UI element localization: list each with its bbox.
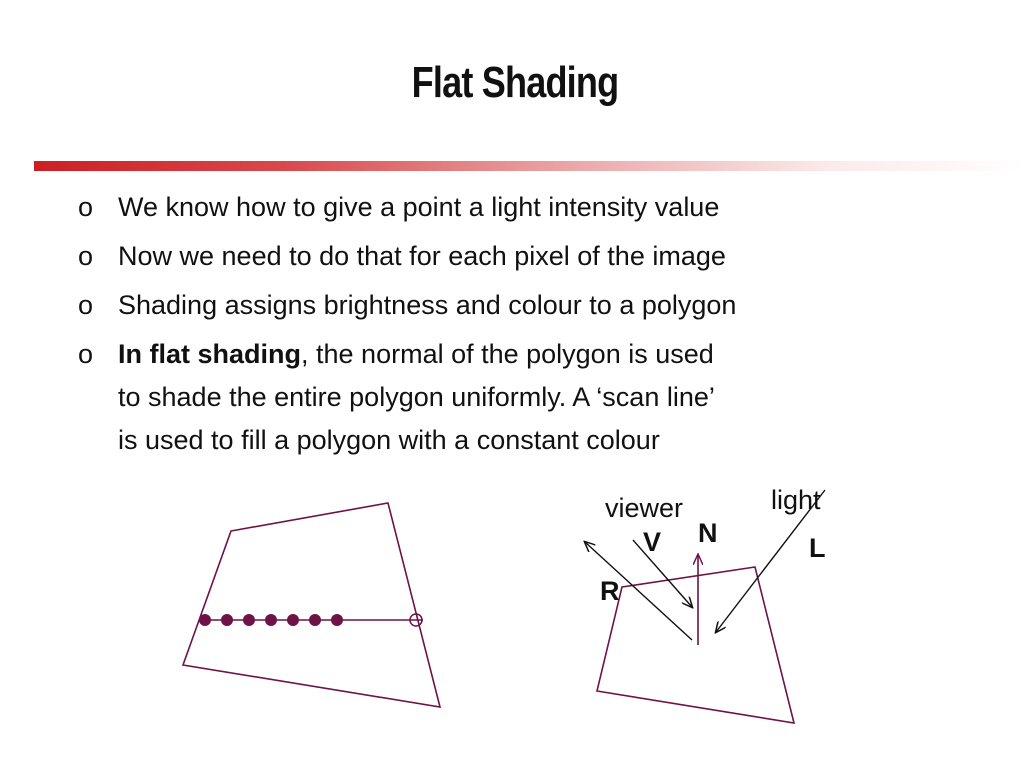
bullet-marker: o: [78, 339, 94, 369]
slide-title: Flat Shading: [411, 58, 619, 107]
filled-pixel: [309, 614, 321, 626]
viewer-label: viewer: [605, 493, 684, 523]
view-vector: [633, 540, 692, 607]
filled-pixel: [199, 614, 211, 626]
bullet-text: Shading assigns brightness and colour to a polygon: [118, 290, 737, 320]
r-label: R: [600, 576, 620, 606]
v-label: V: [643, 527, 662, 557]
filled-pixel: [221, 614, 233, 626]
shaded-polygon: [597, 567, 794, 723]
bullet-text-rest: , the normal of the polygon is used: [301, 339, 714, 369]
filled-pixel: [265, 614, 277, 626]
filled-pixel: [243, 614, 255, 626]
l-label: L: [809, 533, 826, 563]
bullet-text: We know how to give a point a light intensity value: [118, 192, 720, 222]
filled-pixel: [331, 614, 343, 626]
bullet-text: Now we need to do that for each pixel of the image: [118, 241, 726, 271]
bullet-marker: o: [78, 241, 94, 271]
bullet-marker: o: [78, 192, 94, 222]
bullet-bold-phrase: In flat shading: [118, 339, 302, 369]
filled-pixel: [287, 614, 299, 626]
bullet-line-2: to shade the entire polygon uniformly. A ‘scan line’: [118, 382, 715, 412]
bullet-marker: o: [78, 290, 94, 320]
light-label: light: [771, 485, 821, 515]
bullet-line-3: is used to fill a polygon with a constant colour: [118, 425, 660, 455]
scanline-polygon: [183, 503, 440, 707]
n-label: N: [698, 518, 718, 548]
